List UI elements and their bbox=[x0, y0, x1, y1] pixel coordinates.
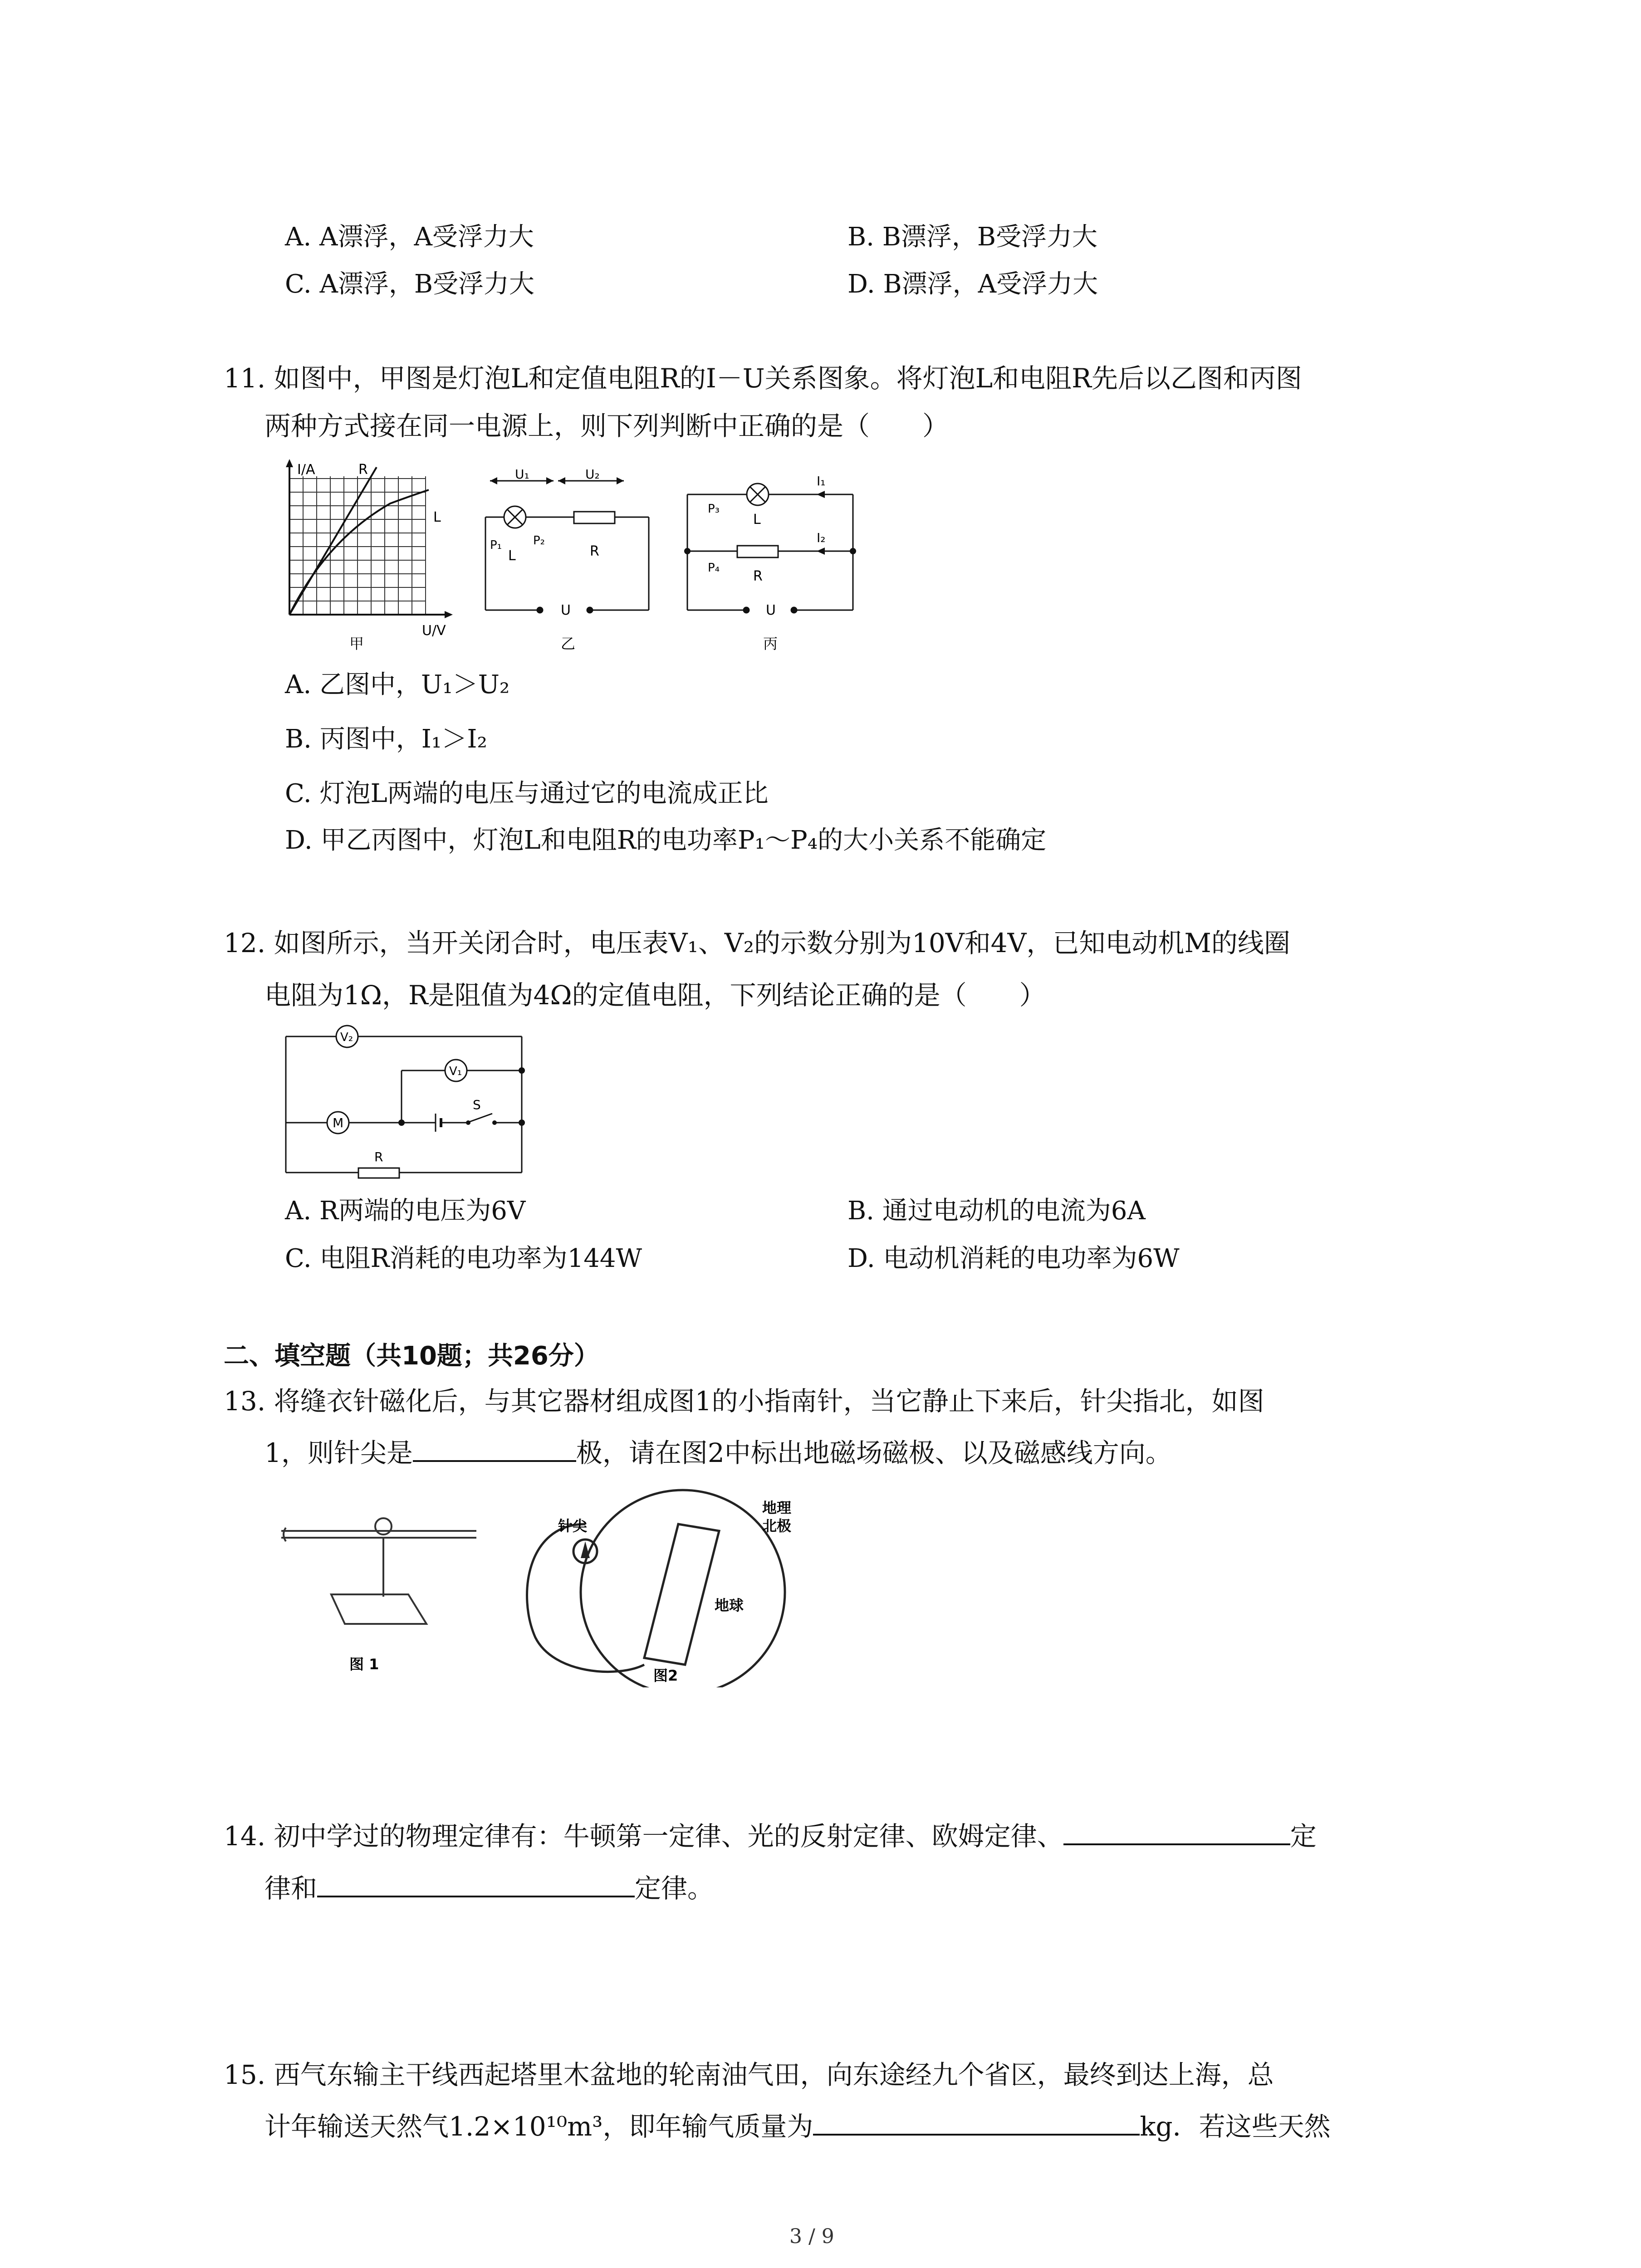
q11-option-d: D. 甲乙丙图中，灯泡L和电阻R的电功率P₁～P₄的大小关系不能确定 bbox=[285, 826, 1047, 855]
section2-title: 二、填空题（共10题；共26分） bbox=[224, 1341, 599, 1371]
earth-label: 地球 bbox=[715, 1597, 744, 1614]
bing-i2: I₂ bbox=[817, 530, 826, 545]
q11-option-c: C. 灯泡L两端的电压与通过它的电流成正比 bbox=[285, 779, 769, 808]
q11-figure bbox=[272, 458, 889, 658]
q12-option-d: D. 电动机消耗的电功率为6W bbox=[847, 1244, 1180, 1273]
bing-r: R bbox=[753, 568, 763, 584]
q15-stem-line2 bbox=[265, 2109, 1331, 2143]
caption-jia: 甲 bbox=[349, 635, 364, 652]
q13-blank[interactable] bbox=[413, 1436, 576, 1462]
q13-stem-line2 bbox=[265, 1436, 1172, 1469]
bing-i1: I₁ bbox=[817, 474, 826, 489]
q15-text-b: kg．若这些天然 bbox=[1140, 2111, 1331, 2142]
q11-option-b: B. 丙图中，I₁＞I₂ bbox=[285, 724, 487, 754]
q14-text-d: 定律。 bbox=[635, 1873, 714, 1904]
yi-p1: P₁ bbox=[490, 538, 502, 552]
q13-figure bbox=[272, 1488, 817, 1687]
q11-stem-line2: 两种方式接在同一电源上，则下列判断中正确的是（ ） bbox=[265, 411, 949, 441]
q13-text-a: 1，则针尖是 bbox=[265, 1437, 413, 1468]
v2-symbol: V₂ bbox=[340, 1031, 353, 1044]
q15-stem-line1: 15. 西气东输主干线西起塔里木盆地的轮南油气田，向东途经九个省区，最终到达上海，总 bbox=[224, 2059, 1274, 2090]
q14-text-a: 14. 初中学过的物理定律有：牛顿第一定律、光的反射定律、欧姆定律、 bbox=[224, 1821, 1063, 1852]
yi-l: L bbox=[508, 548, 516, 564]
q11-option-a: A. 乙图中，U₁＞U₂ bbox=[285, 670, 510, 699]
q14-blank-1[interactable] bbox=[1063, 1819, 1290, 1845]
switch-label: S bbox=[473, 1097, 481, 1112]
bing-p4: P₄ bbox=[708, 561, 720, 575]
q12-stem-line2: 电阻为1Ω，R是阻值为4Ω的定值电阻，下列结论正确的是（ ） bbox=[265, 980, 1046, 1011]
bing-u: U bbox=[766, 602, 776, 618]
page-number: 3 / 9 bbox=[789, 2225, 834, 2248]
needle-compass bbox=[281, 1518, 476, 1624]
graph-l-label: L bbox=[433, 509, 441, 525]
iu-graph bbox=[286, 459, 453, 652]
q10-option-c: C. A漂浮，B受浮力大 bbox=[285, 269, 535, 299]
yi-u2: U₂ bbox=[585, 467, 600, 482]
q14-text-c: 律和 bbox=[265, 1873, 318, 1904]
v1-symbol: V₁ bbox=[449, 1065, 462, 1078]
l-curve bbox=[289, 490, 429, 615]
yi-u1: U₁ bbox=[515, 467, 529, 482]
resistor-label: R bbox=[374, 1149, 383, 1164]
graph-r-label: R bbox=[358, 462, 368, 478]
yi-r: R bbox=[590, 543, 599, 559]
yi-p2: P₂ bbox=[533, 534, 545, 547]
fig2-caption: 图2 bbox=[653, 1667, 678, 1684]
circuit-yi bbox=[485, 477, 649, 613]
q11-stem-line1: 11. 如图中，甲图是灯泡L和定值电阻R的I－U关系图象。将灯泡L和电阻R先后以乙图和丙图 bbox=[224, 363, 1302, 394]
motor-symbol: M bbox=[333, 1115, 344, 1130]
caption-yi: 乙 bbox=[561, 635, 576, 652]
q15-text-a: 计年输送天然气1.2×10¹⁰m³，即年输气质量为 bbox=[265, 2111, 813, 2142]
graph-x-label: U/V bbox=[422, 623, 446, 639]
q12-option-a: A. R两端的电压为6V bbox=[285, 1196, 526, 1226]
compass-needle-icon bbox=[581, 1541, 590, 1558]
q10-option-d: D. B漂浮，A受浮力大 bbox=[847, 269, 1098, 299]
q14-stem-line1 bbox=[224, 1819, 1317, 1853]
q12-option-c: C. 电阻R消耗的电功率为144W bbox=[285, 1244, 642, 1273]
bing-l: L bbox=[753, 512, 761, 528]
caption-bing: 丙 bbox=[763, 635, 778, 652]
q12-figure bbox=[277, 1023, 531, 1186]
q10-option-a: A. A漂浮，A受浮力大 bbox=[285, 222, 534, 252]
fig1-caption: 图 1 bbox=[349, 1656, 379, 1673]
q15-blank[interactable] bbox=[813, 2109, 1140, 2136]
q12-stem-line1: 12. 如图所示，当开关闭合时，电压表V₁、V₂的示数分别为10V和4V，已知电动机M的线圈 bbox=[224, 928, 1290, 958]
q13-text-b: 极，请在图2中标出地磁场磁极、以及磁感线方向。 bbox=[576, 1437, 1172, 1468]
yi-u: U bbox=[561, 602, 571, 618]
q12-option-b: B. 通过电动机的电流为6A bbox=[847, 1196, 1146, 1226]
q14-text-b: 定 bbox=[1290, 1821, 1317, 1852]
bing-p3: P₃ bbox=[708, 502, 720, 516]
q13-stem-line1: 13. 将缝衣针磁化后，与其它器材组成图1的小指南针，当它静止下来后，针尖指北，如图 bbox=[224, 1386, 1264, 1417]
needle-tip-label: 针尖 bbox=[558, 1517, 588, 1535]
graph-y-label: I/A bbox=[297, 462, 315, 478]
geo-north-label-1: 地理 bbox=[762, 1499, 792, 1516]
q14-stem-line2 bbox=[265, 1871, 714, 1905]
geo-north-label-2: 北极 bbox=[762, 1517, 792, 1535]
q10-option-b: B. B漂浮，B受浮力大 bbox=[847, 222, 1098, 252]
q14-blank-2[interactable] bbox=[317, 1871, 635, 1897]
